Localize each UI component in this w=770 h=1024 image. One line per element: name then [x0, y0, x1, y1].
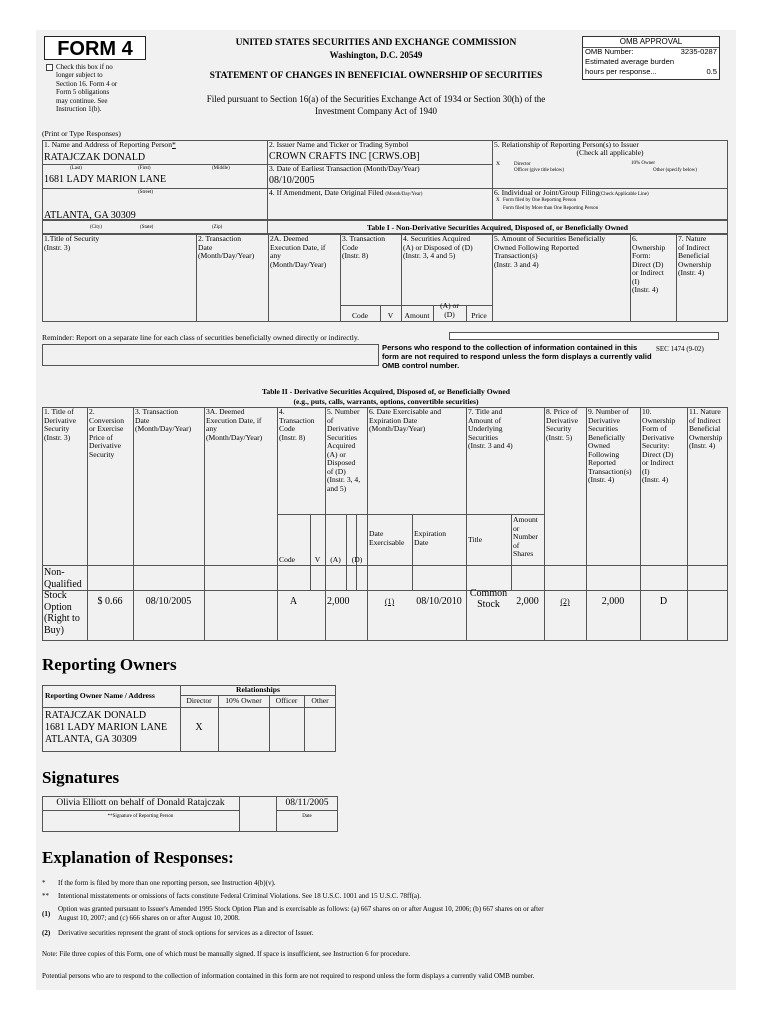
t2-col2: 2. Conversion or Exercise Price of Derivative Security: [89, 407, 125, 459]
checkbox-text-line: may continue. See: [56, 96, 108, 105]
divider: [239, 796, 240, 832]
box6-label-row: [492, 188, 728, 199]
ten-pct-label: 10% Owner: [631, 161, 656, 166]
box4-label: 4. If Amendment, Date Original Filed: [269, 188, 384, 197]
t1-col1: 1.Title of Security (Instr. 3): [44, 234, 100, 252]
note-text: Note: File three copies of this Form, one of which must be manually signed. If space is insufficient, see Instruction 6 for procedure.: [42, 950, 411, 958]
t2-col5: 5. Number of Derivative Securities Acquired (A) or Disposed of (D) (Instr. 3, 4, and 5): [327, 407, 361, 493]
box1-label-row: [42, 140, 267, 151]
city-label: (City): [90, 225, 102, 230]
t1-sub-aord: (A) or (D): [440, 301, 459, 319]
t2-sub-code: Code: [279, 555, 296, 564]
box6-label-small: (Check Applicable Line): [599, 192, 649, 197]
divider: [42, 810, 239, 811]
divider: [367, 514, 466, 515]
box5-label: 5. Relationship of Reporting Person(s) to Issuer: [494, 140, 639, 149]
t1-col5: 5. Amount of Securities Beneficially Owned Following Reported Transaction(s) (Instr. 3 and 4): [494, 234, 606, 269]
potential-persons-text: Potential persons who are to respond to the collection of information contained in this form are not required to respond unless the form displays a currently valid OMB number.: [42, 972, 535, 980]
divider: [204, 591, 205, 641]
t2-col3a: 3A. Deemed Execution Date, if any (Month/Day/Year): [206, 407, 263, 442]
t1-col6: 6. Ownership Form: Direct (D) or Indirect (I) (Instr. 4): [632, 234, 666, 294]
ro-owner-line: ATLANTA, GA 30309: [45, 734, 137, 745]
explanation-heading: Explanation of Responses:: [42, 848, 234, 867]
divider: [325, 591, 326, 641]
divider: [544, 591, 545, 641]
t2-col4: 4. Transaction Code (Instr. 8): [279, 407, 315, 442]
divider: [87, 591, 88, 641]
agency-location: Washington, D.C. 20549: [329, 50, 423, 60]
persons-notice: Persons who respond to the collection of information contained in this form are not required to respond unless the form displays a currently valid OMB control number.: [382, 343, 652, 370]
divider: [133, 407, 134, 591]
box2-label: 2. Issuer Name and Ticker or Trading Symbol: [269, 140, 409, 149]
t2-sub-date-ex: Date Exercisable: [369, 529, 405, 547]
checkbox-text-line: Check this box if no: [56, 63, 113, 71]
date-label: Date: [302, 814, 312, 819]
ro-owner-line: RATAJCZAK DONALD: [45, 710, 147, 721]
omb-number-value: 3235-0287: [680, 47, 717, 56]
no-longer-subject-checkbox[interactable]: [46, 64, 53, 71]
t2-row-title: Non- Qualified Stock Option (Right to Buy): [44, 567, 82, 636]
t2-row-acquired: 2,000: [327, 596, 350, 607]
sec-code: SEC 1474 (9-02): [656, 345, 704, 353]
ro-director-mark: X: [195, 722, 203, 733]
signer-name: Olivia Elliott on behalf of Donald Ratajczak: [56, 798, 225, 808]
ro-owner-line: 1681 LADY MARION LANE: [45, 722, 168, 733]
reminder-blank-box: [449, 332, 719, 340]
omb-estimated-value: 0.5: [706, 67, 717, 76]
opt2-label: Form filed by More than One Reporting Person: [503, 206, 599, 211]
t2-col3: 3. Transaction Date (Month/Day/Year): [135, 407, 192, 433]
t2-row-underlying-amount: 2,000: [516, 596, 539, 607]
box3-label: 3. Date of Earliest Transaction (Month/Day/Year): [269, 164, 420, 173]
middle-label: (Middle): [212, 166, 230, 171]
omb-approval-box: [582, 36, 720, 80]
divider: [277, 514, 367, 515]
agency-name: UNITED STATES SECURITIES AND EXCHANGE COMMISSION: [235, 38, 517, 48]
first-label: (First): [138, 166, 151, 171]
notice-blank-box: [42, 344, 379, 366]
t2-row-code: A: [289, 596, 298, 607]
zip-label: (Zip): [212, 225, 223, 230]
issuer-name: CROWN CRAFTS INC [CRWS.OB]: [269, 151, 420, 162]
box5-sub: (Check all applicable): [576, 148, 644, 157]
opt1-mark: X: [496, 198, 500, 203]
divider: [367, 591, 368, 641]
state-label: (State): [140, 225, 154, 230]
table2-header-bottom: [42, 565, 728, 566]
print-type-note: (Print or Type Responses): [42, 129, 121, 138]
checkbox-text-line: Section 16. Form 4 or: [56, 79, 118, 88]
table2-subtitle: (e.g., puts, calls, warrants, options, convertible securities): [293, 397, 479, 406]
fn3-line1: Option was granted pursuant to Issuer's Amended 1995 Stock Option Plan and is exercisable as follows: (a) 667 shares on or after August 10, 2006; (b) 667 shares on or after: [58, 905, 544, 913]
divider: [276, 810, 338, 811]
t2-col6: 6. Date Exercisable and Expiration Date (Month/Day/Year): [369, 407, 442, 433]
divider: [310, 514, 311, 591]
t2-col8: 8. Price of Derivative Security (Instr. 5): [546, 407, 579, 442]
street-label: (Street): [138, 190, 153, 195]
ro-col-director: Director: [186, 696, 212, 705]
fn2-text: Intentional misstatements or omissions of facts constitute Federal Criminal Violations. See 18 U.S.C. 1001 and 15 U.S.C. 78ff(a).: [58, 892, 422, 900]
t2-row-expiration: 08/10/2010: [416, 596, 462, 607]
statement-title: STATEMENT OF CHANGES IN BENEFICIAL OWNERSHIP OF SECURITIES: [209, 71, 543, 81]
fn3-line2: August 10, 2007; and (c) 666 shares on or after August 10, 2008.: [58, 914, 240, 922]
ro-col-10pct: 10% Owner: [225, 696, 262, 705]
divider: [42, 707, 336, 708]
fn4-marker: (2): [42, 929, 51, 937]
fn4-text: Derivative securities represent the grant of stock options for services as a director of Issuer.: [58, 929, 314, 937]
divider: [356, 514, 357, 591]
t1-col4: 4. Securities Acquired (A) or Disposed of (D) (Instr. 3, 4 and 5): [403, 234, 473, 260]
opt1-label: Form filed by One Reporting Person: [503, 198, 577, 203]
director-mark: X: [496, 161, 501, 167]
t1-col2: 2. Transaction Date (Month/Day/Year): [198, 234, 255, 260]
director-label: Director: [514, 162, 531, 167]
divider: [267, 140, 268, 220]
t1-col2a: 2A. Deemed Execution Date, if any (Month/Day/Year): [270, 234, 327, 269]
ro-col-relationships: Relationships: [236, 685, 280, 694]
t2-sub-amount: Amount or Number of Shares: [513, 515, 538, 558]
checkbox-text-line: Form 5 obligations: [56, 88, 110, 97]
t2-sub-title: Title: [468, 535, 483, 544]
t2-sub-a: (A): [330, 555, 341, 564]
reporting-owners-heading: Reporting Owners: [42, 655, 177, 674]
t2-col9: 9. Number of Derivative Securities Beneficially Owned Following Reported Transaction(s) (Instr. 4): [588, 407, 632, 484]
t2-row-conversion-price: $ 0.66: [97, 596, 123, 607]
divider: [466, 591, 467, 641]
t2-col11: 11. Nature of Indirect Beneficial Ownership (Instr. 4): [689, 407, 723, 450]
reporting-person-city: ATLANTA, GA 30309: [44, 210, 136, 221]
box1-label: 1. Name and Address of Reporting Person: [44, 140, 173, 149]
filed-pursuant-line2: Investment Company Act of 1940: [315, 106, 437, 116]
omb-estimated-line1: Estimated average burden: [585, 57, 675, 66]
t2-col7: 7. Title and Amount of Underlying Securities (Instr. 3 and 4): [468, 407, 513, 450]
t2-sub-d: (D): [351, 555, 363, 564]
divider: [346, 514, 347, 591]
t1-col7: 7. Nature of Indirect Beneficial Ownership (Instr. 4): [678, 234, 712, 277]
t2-row-owned: 2,000: [601, 596, 625, 607]
divider: [42, 188, 267, 189]
t2-row-ownership-form: D: [659, 596, 668, 607]
reminder-text: Reminder: Report on a separate line for each class of securities beneficially owned directly or indirectly.: [42, 333, 360, 342]
t2-row-date-exercisable[interactable]: (1): [384, 597, 395, 606]
signature-date: 08/11/2005: [285, 798, 329, 808]
omb-number-label: OMB Number:: [585, 47, 634, 56]
divider: [640, 591, 641, 641]
table1-title: Table I - Non-Derivative Securities Acquired, Disposed of, or Beneficially Owned: [367, 223, 628, 232]
form-title: FORM 4: [57, 38, 133, 60]
form4-page: [36, 30, 736, 990]
omb-estimated-line2: hours per response...: [585, 67, 657, 76]
box6-label: 6. Individual or Joint/Group Filing: [494, 188, 600, 197]
divider: [133, 591, 134, 641]
filed-pursuant-line1: Filed pursuant to Section 16(a) of the Securities Exchange Act of 1934 or Section 30(h) of the: [206, 94, 546, 104]
form-title-box: [44, 36, 146, 60]
omb-title: OMB APPROVAL: [619, 37, 683, 46]
t1-col3: 3. Transaction Code (Instr. 8): [342, 234, 386, 260]
t2-col1: 1. Title of Derivative Security (Instr. 3): [44, 407, 77, 442]
divider: [42, 164, 267, 165]
table2-title: Table II - Derivative Securities Acquired, Disposed of, or Beneficially Owned: [262, 387, 510, 396]
checkbox-text-line: longer subject to: [56, 71, 103, 80]
divider: [586, 591, 587, 641]
table2-data-row: [42, 591, 728, 641]
t2-col10: 10. Ownership Form of Derivative Security: Direct (D) or Indirect (I) (Instr. 4): [642, 407, 676, 484]
reporting-person-name: RATAJCZAK DONALD: [44, 152, 146, 163]
t1-sub-amount: Amount: [404, 311, 430, 320]
fn2-marker: **: [42, 892, 49, 900]
t2-sub-exp: Expiration Date: [414, 529, 447, 547]
reporting-person-street: 1681 LADY MARION LANE: [44, 174, 167, 185]
last-label: (Last): [70, 166, 82, 171]
t2-row-deriv-price[interactable]: (2): [560, 597, 570, 606]
box1-marker: *: [172, 140, 176, 149]
signature-label: **Signature of Reporting Person: [107, 814, 174, 819]
box4-label-small: (Month/Day/Year): [385, 192, 423, 197]
ro-col-other: Other: [311, 696, 329, 705]
t2-row-underlying-title: Common Stock: [469, 588, 508, 611]
divider: [412, 514, 413, 591]
ro-owner-address: [45, 710, 167, 746]
t1-sub-code: Code: [351, 311, 369, 320]
signatures-heading: Signatures: [42, 768, 120, 787]
t1-sub-price: Price: [471, 311, 487, 320]
t2-row-transaction-date: 08/10/2005: [145, 596, 192, 607]
fn1-text: If the form is filed by more than one reporting person, see Instruction 4(b)(v).: [58, 879, 276, 887]
officer-label: Officer (give title below): [514, 168, 565, 173]
other-label: Other (specify below): [653, 168, 697, 173]
fn1-marker: *: [42, 879, 46, 887]
box4-label-row: [267, 188, 492, 199]
divider: [687, 591, 688, 641]
earliest-transaction-date: 08/10/2005: [269, 175, 315, 186]
divider: [340, 305, 492, 306]
t2-sub-v: V: [314, 555, 321, 564]
ro-col-name: Reporting Owner Name / Address: [45, 691, 155, 700]
ro-col-officer: Officer: [275, 696, 298, 705]
t1-sub-v: V: [387, 311, 394, 320]
fn3-marker: (1): [42, 910, 51, 918]
checkbox-text-line: Instruction 1(b).: [56, 104, 102, 113]
divider: [277, 591, 278, 641]
